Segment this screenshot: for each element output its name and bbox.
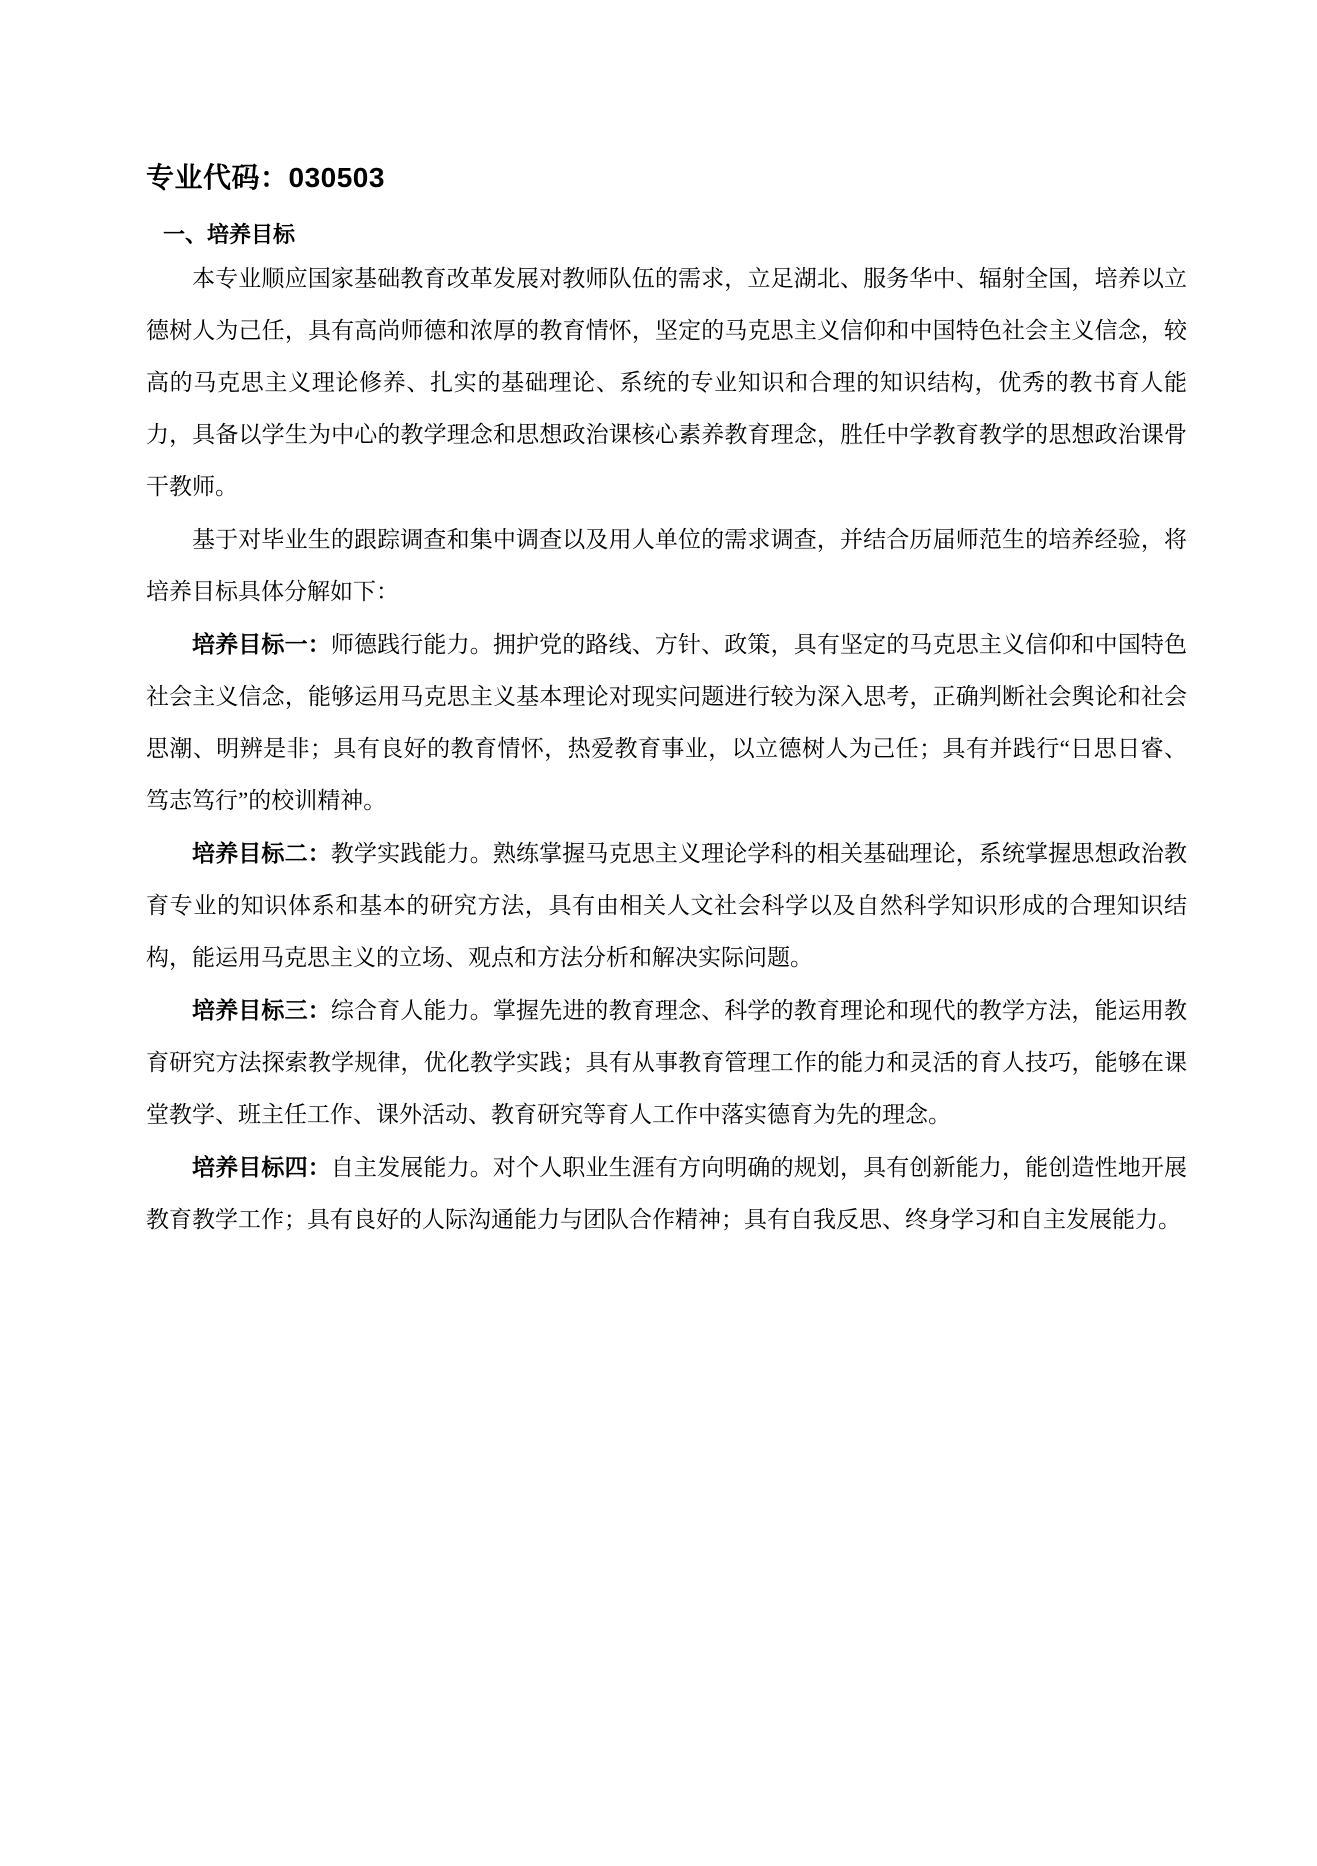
paragraph [146, 513, 1187, 618]
paragraph-text: 基于对毕业生的跟踪调查和集中调查以及用人单位的需求调查，并结合历届师范生的培养经验，将培养目标具体分解如下： [146, 527, 1187, 605]
paragraph-lead-objective-1: 培养目标一： [192, 631, 331, 658]
paragraph-text: 本专业顺应国家基础教育改革发展对教师队伍的需求，立足湖北、服务华中、辐射全国，培养以立德树人为己任，具有高尚师德和浓厚的教育情怀，坚定的马克思主义信仰和中国特色社会主义信念，较高的马克思主义理论修养、扎实的基础理论、系统的专业知识和合理的知识结构，优秀的教书育人能力，具备以学生为中心的教学理念和思想政治课核心素养教育理念，胜任中学教育教学的思想政治课骨干教师。 [146, 266, 1187, 500]
paragraph-lead-objective-4: 培养目标四： [192, 1154, 331, 1181]
paragraph [146, 1141, 1187, 1246]
paragraph-text: 教学实践能力。熟练掌握马克思主义理论学科的相关基础理论，系统掌握思想政治教育专业的知识体系和基本的研究方法，具有由相关人文社会科学以及自然科学知识形成的合理知识结构，能运用马克思主义的立场、观点和方法分析和解决实际问题。 [146, 841, 1188, 971]
paragraph-text: 自主发展能力。对个人职业生涯有方向明确的规划，具有创新能力，能创造性地开展教育教学工作；具有良好的人际沟通能力与团队合作精神；具有自我反思、终身学习和自主发展能力。 [146, 1155, 1188, 1233]
paragraph-lead-objective-2: 培养目标二： [192, 840, 331, 867]
major-code-title: 专业代码：030503 [146, 162, 385, 193]
document-body [146, 252, 1187, 1246]
section-heading-training-objectives: 一、培养目标 [163, 222, 296, 247]
paragraph [146, 618, 1187, 827]
paragraph-text: 综合育人能力。掌握先进的教育理念、科学的教育理论和现代的教学方法，能运用教育研究方法探索教学规律，优化教学实践；具有从事教育管理工作的能力和灵活的育人技巧，能够在课堂教学、班主任工作、课外活动、教育研究等育人工作中落实德育为先的理念。 [146, 998, 1188, 1128]
paragraph [146, 984, 1187, 1141]
paragraph-lead-objective-3: 培养目标三： [192, 997, 331, 1024]
paragraph-text: 师德践行能力。拥护党的路线、方针、政策，具有坚定的马克思主义信仰和中国特色社会主义信念，能够运用马克思主义基本理论对现实问题进行较为深入思考，正确判断社会舆论和社会思潮、明辨是非；具有良好的教育情怀，热爱教育事业，以立德树人为己任；具有并践行“日思日睿、笃志笃行”的校训精神。 [146, 632, 1188, 814]
paragraph [146, 827, 1187, 984]
paragraph [146, 252, 1187, 513]
